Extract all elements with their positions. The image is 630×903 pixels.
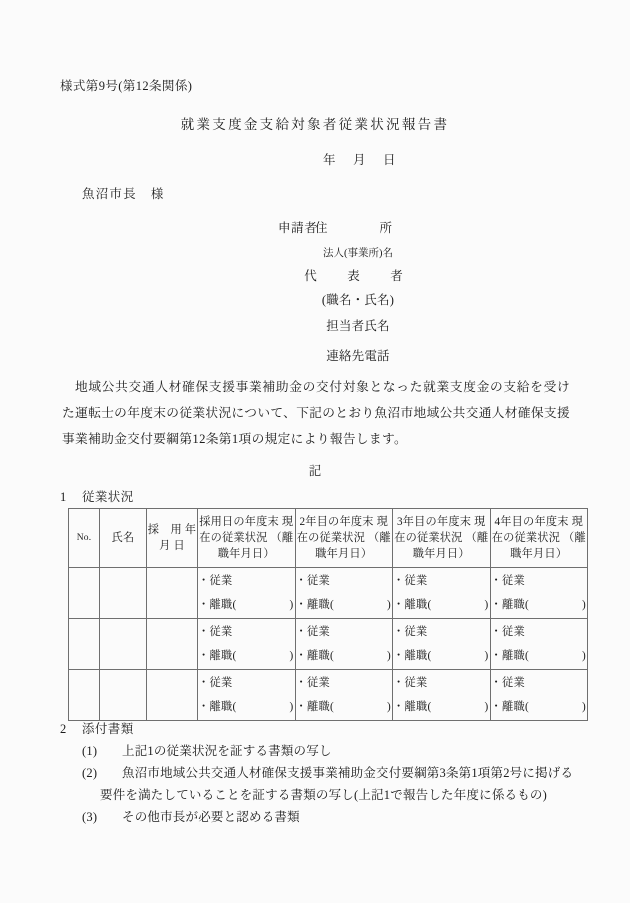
date-month-label: 月 (353, 153, 366, 167)
status-resigned-paren-close: ) (581, 650, 586, 662)
status-resigned-paren-close: ) (581, 599, 586, 611)
status-option-employed[interactable]: ・従業 (198, 575, 233, 587)
section2-title: 添付書類 (82, 722, 134, 736)
status-resigned-paren-close: ) (484, 701, 489, 713)
section2 (60, 718, 588, 828)
column-header-year1: 採用日の年度末 現在の従業状況 （離職年月日） (198, 509, 296, 568)
table-row (69, 670, 588, 721)
date-year-label: 年 (323, 153, 336, 167)
ki-marker: 記 (308, 464, 322, 478)
status-resigned-label: ・離職( (393, 650, 432, 662)
cell-hire-date[interactable] (147, 670, 198, 721)
section2-number: 2 (60, 722, 67, 736)
status-resigned-label: ・離職( (295, 701, 334, 713)
applicant-lead-label: 申請者 (278, 221, 318, 235)
date-line (0, 150, 630, 168)
cell-status-year1[interactable] (198, 670, 296, 721)
applicant-row-phone (0, 341, 630, 371)
status-resigned-paren-close: ) (386, 599, 391, 611)
cell-name[interactable] (100, 568, 147, 619)
date-day-label: 日 (383, 153, 396, 167)
column-header-name: 氏名 (100, 509, 147, 568)
employment-status-table (68, 508, 588, 721)
cell-status-year3[interactable] (393, 568, 491, 619)
status-option-resigned[interactable] (393, 593, 490, 617)
status-option-employed[interactable]: ・従業 (295, 575, 330, 587)
status-option-resigned[interactable] (393, 695, 490, 719)
status-option-employed[interactable]: ・従業 (198, 677, 233, 689)
status-option-resigned[interactable] (198, 593, 295, 617)
cell-status-year4[interactable] (490, 619, 588, 670)
column-header-year2: 2年目の年度末 現在の従業状況 （離職年月日） (295, 509, 393, 568)
body-paragraph: 地域公共交通人材確保支援事業補助金の交付対象となった就業支度金の支給を受けた運転士の年度末の従業状況について、下記のとおり魚沼市地域公共交通人材確保支援事業補助金交付要綱第12条第1項の規定により報告します。 (62, 380, 570, 446)
status-resigned-label: ・離職( (393, 599, 432, 611)
attachment-text-2: 魚沼市地域公共交通人材確保支援事業補助金交付要綱第3条第1項第2号に掲げる (122, 766, 574, 780)
table-body (69, 568, 588, 721)
status-resigned-paren-close: ) (386, 650, 391, 662)
status-resigned-paren-close: ) (289, 599, 294, 611)
status-option-employed[interactable]: ・従業 (295, 626, 330, 638)
column-header-year3: 3年目の年度末 現在の従業状況 （離職年月日） (393, 509, 491, 568)
column-header-no: No. (69, 509, 100, 568)
cell-status-year3[interactable] (393, 670, 491, 721)
status-resigned-paren-close: ) (289, 701, 294, 713)
addressee-office: 魚沼市長 (82, 187, 137, 201)
addressee (82, 184, 165, 202)
applicant-field-title-name: (職名・氏名) (321, 293, 395, 307)
status-option-employed[interactable]: ・従業 (393, 575, 428, 587)
attachment-mark-2: (2) (82, 766, 98, 780)
section2-heading (60, 718, 588, 740)
status-option-resigned[interactable] (296, 644, 393, 668)
applicant-field-corporation: 法人(事業所)名 (323, 248, 393, 259)
applicant-block (0, 215, 630, 371)
status-resigned-label: ・離職( (198, 701, 237, 713)
status-option-resigned[interactable] (198, 695, 295, 719)
cell-no[interactable] (69, 670, 100, 721)
cell-no[interactable] (69, 568, 100, 619)
attachment-mark-1: (1) (82, 744, 98, 758)
document-title: 就業支度金支給対象者従業状況報告書 (180, 117, 450, 132)
section1-title: 従業状況 (82, 490, 134, 504)
status-resigned-label: ・離職( (490, 701, 529, 713)
status-resigned-label: ・離職( (295, 650, 334, 662)
section1-heading (60, 487, 134, 505)
status-option-resigned[interactable] (491, 644, 588, 668)
status-resigned-label: ・離職( (295, 599, 334, 611)
status-option-employed[interactable]: ・従業 (198, 626, 233, 638)
status-resigned-paren-close: ) (484, 650, 489, 662)
addressee-honorific: 様 (150, 187, 165, 201)
section1-number: 1 (60, 490, 67, 504)
attachment-mark-3: (3) (82, 810, 98, 824)
table-row (69, 568, 588, 619)
column-header-year4: 4年目の年度末 現在の従業状況 （離職年月日） (490, 509, 588, 568)
applicant-row-representative (0, 263, 630, 289)
status-resigned-label: ・離職( (490, 650, 529, 662)
status-option-employed[interactable]: ・従業 (490, 575, 525, 587)
table-row (69, 619, 588, 670)
status-option-employed[interactable]: ・従業 (490, 677, 525, 689)
attachment-item-1 (60, 740, 588, 762)
cell-status-year2[interactable] (295, 619, 393, 670)
applicant-row-title-name (0, 289, 630, 311)
applicant-field-phone: 連絡先電話 (326, 349, 390, 363)
cell-hire-date[interactable] (147, 568, 198, 619)
status-resigned-label: ・離職( (198, 650, 237, 662)
attachment-text-2-continuation: 要件を満たしていることを証する書類の写し(上記1で報告した年度に係るもの) (100, 788, 547, 802)
status-resigned-label: ・離職( (198, 599, 237, 611)
attachment-text-3: その他市長が必要と認める書類 (122, 810, 300, 824)
status-option-employed[interactable]: ・従業 (393, 677, 428, 689)
status-option-resigned[interactable] (491, 695, 588, 719)
status-resigned-label: ・離職( (393, 701, 432, 713)
status-resigned-paren-close: ) (581, 701, 586, 713)
attachment-item-2 (60, 762, 588, 806)
applicant-field-address: 住 所 (314, 221, 401, 235)
applicant-row-address (0, 215, 630, 241)
cell-status-year1[interactable] (198, 568, 296, 619)
applicant-field-contact-person: 担当者氏名 (326, 319, 390, 333)
status-option-resigned[interactable] (491, 593, 588, 617)
status-option-resigned[interactable] (296, 593, 393, 617)
status-resigned-paren-close: ) (484, 599, 489, 611)
status-option-resigned[interactable] (296, 695, 393, 719)
status-option-employed[interactable]: ・従業 (393, 626, 428, 638)
status-resigned-label: ・離職( (490, 599, 529, 611)
cell-status-year4[interactable] (490, 568, 588, 619)
attachment-text-1: 上記1の従業状況を証する書類の写し (122, 744, 332, 758)
applicant-field-representative: 代 表 者 (304, 269, 412, 283)
cell-status-year4[interactable] (490, 670, 588, 721)
form-number: 様式第9号(第12条関係) (60, 79, 193, 93)
applicant-row-corporation (0, 241, 630, 263)
applicant-row-contact-person (0, 311, 630, 341)
cell-status-year2[interactable] (295, 670, 393, 721)
status-resigned-paren-close: ) (386, 701, 391, 713)
attachment-item-3 (60, 806, 588, 828)
status-option-employed[interactable]: ・従業 (295, 677, 330, 689)
cell-hire-date[interactable] (147, 619, 198, 670)
status-option-resigned[interactable] (393, 644, 490, 668)
cell-status-year2[interactable] (295, 568, 393, 619)
cell-no[interactable] (69, 619, 100, 670)
column-header-hire-date: 採 用 年 月 日 (147, 509, 198, 568)
cell-name[interactable] (100, 670, 147, 721)
table-header-row (69, 509, 588, 568)
cell-status-year3[interactable] (393, 619, 491, 670)
status-option-employed[interactable]: ・従業 (490, 626, 525, 638)
cell-name[interactable] (100, 619, 147, 670)
status-option-resigned[interactable] (198, 644, 295, 668)
status-resigned-paren-close: ) (289, 650, 294, 662)
cell-status-year1[interactable] (198, 619, 296, 670)
